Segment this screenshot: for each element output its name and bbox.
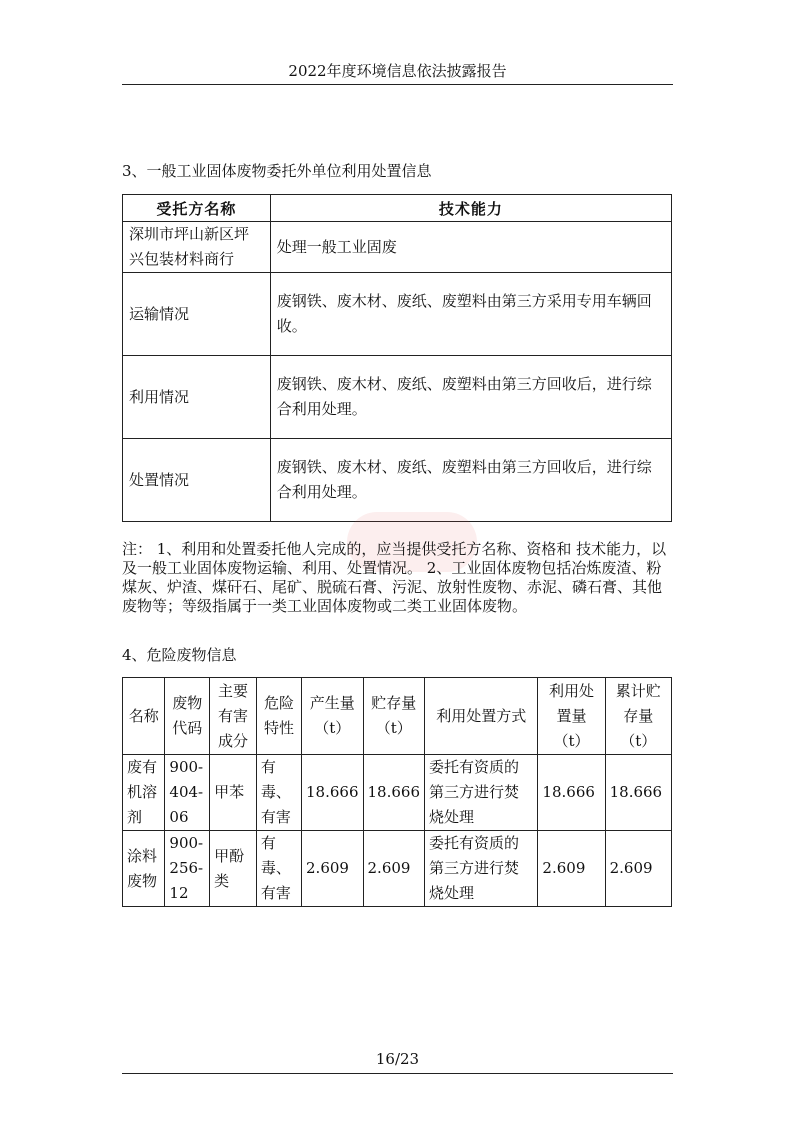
column-header-hazard: 危险特性 bbox=[256, 678, 301, 755]
waste-stored: 2.609 bbox=[363, 831, 425, 907]
waste-hazard: 有毒、有害 bbox=[256, 831, 301, 907]
column-header-component: 主要有害成分 bbox=[210, 678, 257, 755]
table-row bbox=[123, 273, 672, 356]
section-4-title: 4、危险废物信息 bbox=[122, 646, 237, 664]
header-divider bbox=[122, 84, 673, 85]
waste-component: 甲酚类 bbox=[210, 831, 257, 907]
waste-produced: 18.666 bbox=[302, 755, 364, 831]
column-header-disposed: 利用处置量（t） bbox=[538, 678, 605, 755]
table-header-row bbox=[123, 195, 672, 222]
column-header-name: 名称 bbox=[123, 678, 165, 755]
column-header-stored: 贮存量（t） bbox=[363, 678, 425, 755]
waste-component: 甲苯 bbox=[210, 755, 257, 831]
table-row bbox=[123, 439, 672, 522]
waste-stored: 18.666 bbox=[363, 755, 425, 831]
column-header-entrusted-party: 受托方名称 bbox=[123, 195, 271, 222]
waste-cumulative: 2.609 bbox=[605, 831, 671, 907]
transport-value: 废钢铁、废木材、废纸、废塑料由第三方采用专用车辆回收。 bbox=[270, 273, 671, 356]
disposal-value: 废钢铁、废木材、废纸、废塑料由第三方回收后，进行综合利用处理。 bbox=[270, 439, 671, 522]
waste-disposed: 2.609 bbox=[538, 831, 605, 907]
column-header-method: 利用处置方式 bbox=[425, 678, 538, 755]
technical-capability-value: 处理一般工业固废 bbox=[270, 222, 671, 273]
column-header-code: 废物代码 bbox=[165, 678, 210, 755]
entrusted-disposal-table bbox=[122, 194, 672, 522]
column-header-produced: 产生量（t） bbox=[302, 678, 364, 755]
waste-name: 废有机溶剂 bbox=[123, 755, 165, 831]
waste-method: 委托有资质的第三方进行焚烧处理 bbox=[425, 755, 538, 831]
waste-cumulative: 18.666 bbox=[605, 755, 671, 831]
section-3-note: 注： 1、利用和处置委托他人完成的，应当提供受托方名称、资格和 技术能力，以及一般工业固体废物运输、利用、处置情况。 2、工业固体废物包括冶炼废渣、粉煤灰、炉渣、煤矸石、尾矿、脱硫石膏、污泥、放射性废物、赤泥、磷石膏、其他废物等；等级指属于一类工业固体废物或二类工业固体废物。 bbox=[122, 540, 667, 615]
utilization-value: 废钢铁、废木材、废纸、废塑料由第三方回收后，进行综合利用处理。 bbox=[270, 356, 671, 439]
footer-divider bbox=[122, 1073, 673, 1074]
hazardous-waste-table bbox=[122, 677, 672, 907]
row-label-disposal: 处置情况 bbox=[123, 439, 271, 522]
table-header-row bbox=[123, 678, 672, 755]
waste-produced: 2.609 bbox=[302, 831, 364, 907]
page-number: 16/23 bbox=[375, 1050, 420, 1068]
table-row bbox=[123, 755, 672, 831]
waste-code: 900-256-12 bbox=[165, 831, 210, 907]
table-row bbox=[123, 831, 672, 907]
waste-hazard: 有毒、有害 bbox=[256, 755, 301, 831]
row-label-utilization: 利用情况 bbox=[123, 356, 271, 439]
waste-method: 委托有资质的第三方进行焚烧处理 bbox=[425, 831, 538, 907]
waste-name: 涂料废物 bbox=[123, 831, 165, 907]
table-row bbox=[123, 222, 672, 273]
entrusted-party-name: 深圳市坪山新区坪兴包装材料商行 bbox=[123, 222, 271, 273]
waste-code: 900-404-06 bbox=[165, 755, 210, 831]
page-header-title: 2022年度环境信息依法披露报告 bbox=[288, 62, 507, 80]
table-row bbox=[123, 356, 672, 439]
waste-disposed: 18.666 bbox=[538, 755, 605, 831]
section-3-title: 3、一般工业固体废物委托外单位利用处置信息 bbox=[122, 162, 432, 180]
column-header-technical-capability: 技术能力 bbox=[270, 195, 671, 222]
column-header-cumulative: 累计贮存量（t） bbox=[605, 678, 671, 755]
row-label-transport: 运输情况 bbox=[123, 273, 271, 356]
